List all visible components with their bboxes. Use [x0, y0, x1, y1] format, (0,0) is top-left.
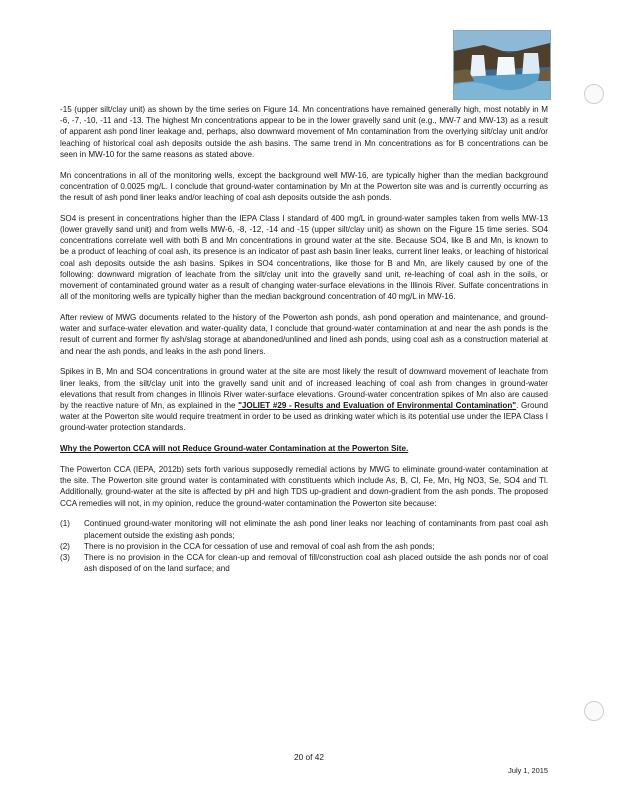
waterfall-image: [454, 31, 550, 99]
document-date: July 1, 2015: [508, 766, 548, 775]
paragraph: [60, 366, 548, 433]
paragraph-text: Spikes in B, Mn and SO4 concentrations in ground water at the site are most likely the result of downward movement of leachate from liner leaks, from the silt/clay unit into the gravelly sand unit and of increased leaching of coal ash from changes in ground-water elevations that result from changes in Illinois River water-surface elevations. Ground-water concentration spikes of Mn also are caused by the reactive nature of Mn, as explained in the: [60, 367, 548, 411]
list-number: (1): [60, 519, 70, 529]
list-item: [60, 552, 548, 574]
section-heading: Why the Powerton CCA will not Reduce Ground-water Contamination at the Powerton Site.: [60, 444, 409, 454]
binder-hole-bottom: [584, 701, 604, 721]
paragraph: SO4 is present in concentrations higher than the IEPA Class I standard of 400 mg/L in ground-water samples taken from wells MW-13 (lower gravelly sand unit) and from wells MW-6, -8, -12, -14 and -15 (upper silt/clay unit) as shown on the Figure 15 time series. SO4 concentrations correlate well with both B and Mn concentrations in ground water at the site. Because SO4, like B and Mn, is known to be a product of leaching of coal ash, its presence is an indicator of past ash basin liner leaks, current liner leaks, or leaching of historical coal ash deposits outside the ash basins. Spikes in SO4 concentrations, like those for B and Mn, are likely caused by one of the following: downward migration of leachate from the silt/clay unit into the gravelly sand unit, re-leaching of coal ash in the soils, or movement of contaminated ground water as a result of changing water-surface elevations in the Illinois River. Sulfate concentrations in all of the monitoring wells are typically higher than the median background concentration of 40 mg/L in MW-16.: [60, 213, 548, 302]
numbered-list: [60, 518, 548, 574]
paragraph: Mn concentrations in all of the monitoring wells, except the background well MW-16, are typically higher than the median background concentration of 0.0025 mg/L. I conclude that ground-water contamination by Mn at the Powerton site was and is currently occurring as the result of ash pond liner leaks and/or leaching of coal ash deposits outside the ash ponds.: [60, 170, 548, 203]
document-body: [60, 104, 548, 574]
report-citation: "JOLIET #29 - Results and Evaluation of Environmental Contamination": [238, 401, 517, 411]
list-item-text: Continued ground-water monitoring will not eliminate the ash pond liner leaks nor leaching of contaminants from past coal ash placement outside the existing ash ponds;: [84, 519, 548, 540]
paragraph: -15 (upper silt/clay unit) as shown by the time series on Figure 14. Mn concentrations have remained generally high, most notably in M -6, -7, -10, -11 and -13. The highest Mn concentrations appear to be in the lower gravelly sand unit (e.g., MW-7 and MW-13) as a result of apparent ash pond liner leakage and, perhaps, also downward movement of Mn contamination from the overlying silt/clay unit and/or leaching of historical coal ash deposits outside the ash basins. The same trend in Mn concentrations as for B concentrations can be seen in MW-10 for the same reasons as stated above.: [60, 105, 548, 159]
list-item: [60, 518, 548, 540]
paragraph-text: . Ground water at the Powerton site would require treatment in order to be used as drinking water which is its potential use under the IEPA Class I ground-water protection standards.: [60, 401, 548, 433]
paragraph: The Powerton CCA (IEPA, 2012b) sets forth various supposedly remedial actions by MWG to eliminate ground-water contamination at the site. The Powerton site ground water is contaminated with constituents which include As, B, Cl, Fe, Mn, Hg NO3, Se, SO4 and Tl. Additionally, ground-water at the site is affected by pH and high TDS up-gradient and down-gradient from the ash ponds. The proposed CCA remedies will not, in my opinion, reduce the ground-water contamination the Powerton site because:: [60, 465, 548, 508]
list-number: (2): [60, 541, 70, 551]
list-item-text: There is no provision in the CCA for cessation of use and removal of coal ash from the ash ponds;: [84, 541, 435, 551]
list-item: [60, 541, 548, 552]
list-item-text: There is no provision in the CCA for clean-up and removal of fill/construction coal ash placed outside the ash ponds nor of coal ash disposed of on the land surface; and: [84, 553, 548, 574]
waterfall-logo-icon: [453, 30, 551, 100]
paragraph: After review of MWG documents related to the history of the Powerton ash ponds, ash pond operation and maintenance, and ground-water and surface-water elevation and water-quality data, I conclude that ground-water contamination at and near the ash ponds is the result of current and former fly ash/slag storage at abandoned/unlined and lined ash ponds, using coal ash as a construction material at and near the ash ponds, and leaks in the ash pond liners.: [60, 313, 548, 356]
list-number: (3): [60, 553, 70, 563]
binder-hole-top: [584, 84, 604, 104]
page-number: 20 of 42: [294, 752, 324, 762]
